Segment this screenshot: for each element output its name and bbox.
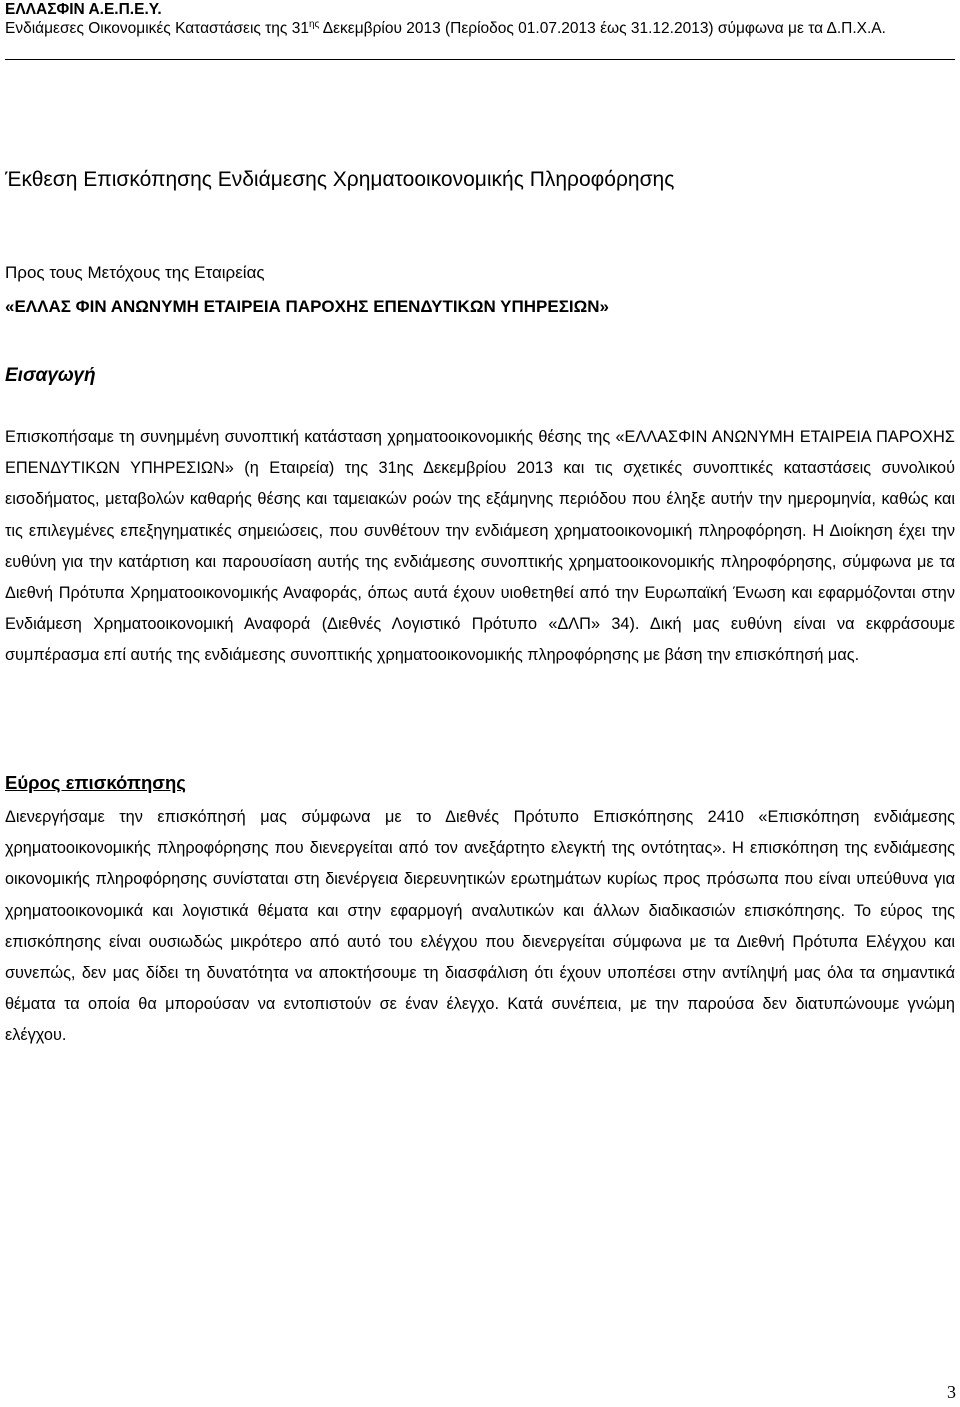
introduction-heading: Εισαγωγή [5, 365, 96, 386]
header-subtitle-end: Δεκεμβρίου 2013 (Περίοδος 01.07.2013 έως 31.12.2013) σύμφωνα με τα Δ.Π.Χ.Α. [319, 20, 886, 37]
scope-paragraph: Διενεργήσαμε την επισκόπησή μας σύμφωνα με το Διεθνές Πρότυπο Επισκόπησης 2410 «Επισκόπηση ενδιάμεσης χρηματοοικονομικής πληροφόρησης που διενεργείται από τον ανεξάρτητο ελεγκτή της οντότητας». Η επισκόπηση της ενδιάμεσης οικονομικής πληροφόρησης συνίσταται στη διενέργεια διερευνητικών ερωτημάτων κυρίως προς πρόσωπα που είναι υπεύθυνα για χρηματοοικονομικά και λογιστικά θέματα και στην εφαρμογή αναλυτικών και άλλων διαδικασιών επισκόπησης. Το εύρος της επισκόπησης είναι ουσιωδώς μικρότερο από αυτό του ελέγχου που διενεργείται σύμφωνα με τα Διεθνή Πρότυπα Ελέγχου και συνεπώς, δεν μας δίδει τη δυνατότητα να αποκτήσουμε τη διασφάλιση ότι έχουν υποπέσει στην αντίληψή μας όλα τα σημαντικά θέματα τα οποία θα μπορούσαν να εντοπιστούν σε έναν έλεγχο. Κατά συνέπεια, με την παρούσα δεν διατυπώνουμε γνώμη ελέγχου. [5, 808, 955, 1045]
report-title: Έκθεση Επισκόπησης Ενδιάμεσης Χρηματοοικονομικής Πληροφόρησης [5, 168, 675, 191]
header-subtitle-superscript: ης [308, 19, 320, 30]
addressee-block [5, 260, 609, 320]
addressee-line: Προς τους Μετόχους της Εταιρείας [5, 263, 265, 282]
scope-heading: Εύρος επισκόπησης [5, 772, 186, 793]
introduction-paragraph: Επισκοπήσαμε τη συνημμένη συνοπτική κατάσταση χρηματοοικονομικής θέσης της «ΕΛΛΑΣΦΙΝ ΑΝΩΝΥΜΗ ΕΤΑΙΡΕΙΑ ΠΑΡΟΧΗΣ ΕΠΕΝΔΥΤΙΚΩΝ ΥΠΗΡΕΣΙΩΝ» (η Εταιρεία) της 31ης Δεκεμβρίου 2013 και τις σχετικές συνοπτικές καταστάσεις συνολικού εισοδήματος, μεταβολών καθαρής θέσης και ταμειακών ροών της εξάμηνης περιόδου που έληξε αυτήν την ημερομηνία, καθώς και τις επιλεγμένες επεξηγηματικές σημειώσεις, που συνθέτουν την ενδιάμεση χρηματοοικονομική πληροφόρηση. Η Διοίκηση έχει την ευθύνη για την κατάρτιση και παρουσίαση αυτής της ενδιάμεσης συνοπτικής χρηματοοικονομικής πληροφόρησης, σύμφωνα με τα Διεθνή Πρότυπα Χρηματοοικονομικής Αναφοράς, όπως αυτά έχουν υιοθετηθεί από την Ευρωπαϊκή Ένωση και εφαρμόζονται στην Ενδιάμεση Χρηματοοικονομική Αναφορά (Διεθνές Λογιστικό Πρότυπο «ΔΛΠ» 34). Δική μας ευθύνη είναι να εκφράσουμε συμπέρασμα επί αυτής της ενδιάμεσης συνοπτικής χρηματοοικονομικής πληροφόρησης με βάση την επισκόπησή μας. [5, 428, 955, 665]
header-subtitle-start: Ενδιάμεσες Οικονομικές Καταστάσεις της 31 [5, 20, 309, 37]
addressee-company: «ΕΛΛΑΣ ΦΙΝ ΑΝΩΝΥΜΗ ΕΤΑΙΡΕΙΑ ΠΑΡΟΧΗΣ ΕΠΕΝΔΥΤΙΚΩΝ ΥΠΗΡΕΣΙΩΝ» [5, 297, 610, 316]
page-number: 3 [947, 1382, 956, 1402]
running-header [5, 0, 955, 38]
header-divider [5, 59, 955, 60]
header-subtitle [5, 19, 955, 38]
header-company-name: ΕΛΛΑΣΦΙΝ Α.Ε.Π.Ε.Υ. [5, 1, 162, 18]
